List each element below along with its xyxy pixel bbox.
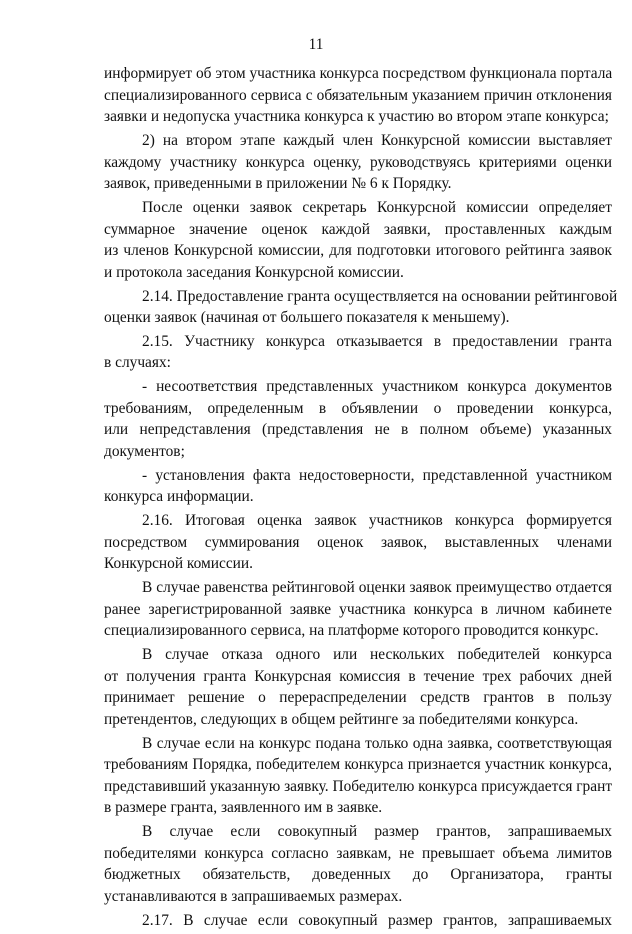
paragraph-bullet-2 bbox=[104, 465, 612, 508]
paragraph-item-2 bbox=[104, 130, 612, 195]
text-line: и протокола заседания Конкурсной комиссии. bbox=[104, 263, 404, 281]
document-body bbox=[104, 63, 618, 934]
paragraph-2-15 bbox=[104, 331, 612, 374]
paragraph-continuation bbox=[104, 63, 612, 128]
text-line: В случае если совокупный размер грантов, запрашиваемых bbox=[142, 823, 612, 841]
text-line: В случае если на конкурс подана только одна заявка, соответствующая bbox=[142, 734, 612, 752]
text-line: представивший указанную заявку. Победителю конкурса присуждается грант bbox=[104, 777, 613, 795]
text-line: 2.17. В случае если совокупный размер грантов, запрашиваемых bbox=[142, 911, 612, 929]
paragraph-secretary bbox=[104, 197, 612, 283]
text-line: 2.14. Предоставление гранта осуществляется на основании рейтинговой bbox=[142, 287, 618, 305]
text-line: заявки и недопуска участника конкурса к участию во втором этапе конкурса; bbox=[104, 108, 609, 126]
paragraph-2-17 bbox=[104, 910, 612, 932]
text-line: 2.16. Итоговая оценка заявок участников конкурса формируется bbox=[142, 512, 612, 530]
paragraph-refusal bbox=[104, 644, 612, 730]
text-line: После оценки заявок секретарь Конкурсной комиссии определяет bbox=[142, 198, 612, 216]
text-line: посредством суммирования оценок заявок, выставленных членами bbox=[104, 533, 612, 551]
text-line: - несоответствия представленных участником конкурса документов bbox=[142, 378, 612, 396]
paragraph-2-16 bbox=[104, 510, 612, 575]
text-line: специализированного сервиса с обязательным указанием причин отклонения bbox=[104, 86, 612, 104]
text-line: специализированного сервиса, на платформе которого проводится конкурс. bbox=[104, 622, 599, 640]
text-line: 2) на втором этапе каждый член Конкурсной комиссии выставляет bbox=[142, 131, 612, 149]
text-line: в размере гранта, заявленного им в заявке. bbox=[104, 799, 383, 817]
text-line: бюджетных обязательств, доведенных до Организатора, гранты bbox=[104, 866, 612, 884]
text-line: 2.15. Участнику конкурса отказывается в предоставлении гранта bbox=[142, 332, 612, 350]
text-line: ранее зарегистрированной заявке участника конкурса в личном кабинете bbox=[104, 600, 612, 618]
page-number: 11 bbox=[308, 36, 324, 53]
text-line: заявок, приведенными в приложении № 6 к Порядку. bbox=[104, 175, 452, 193]
text-line: от получения гранта Конкурсная комиссия в течение трех рабочих дней bbox=[104, 667, 612, 685]
text-line: в случаях: bbox=[104, 354, 171, 372]
text-line: требованиям, определенным в объявлении о проведении конкурса, bbox=[104, 399, 612, 417]
text-line: информирует об этом участника конкурса посредством функционала портала bbox=[104, 65, 613, 82]
text-line: каждому участнику конкурса оценку, руководствуясь критериями оценки bbox=[104, 153, 612, 171]
text-line: требованиям Порядка, победителем конкурса признается участник конкурса, bbox=[104, 756, 612, 774]
text-line: претендентов, следующих в общем рейтинге за победителями конкурса. bbox=[104, 710, 579, 728]
text-line: победителями конкурса согласно заявкам, не превышает объема лимитов bbox=[104, 844, 612, 862]
paragraph-bullet-1 bbox=[104, 376, 612, 462]
text-line: принимает решение о перераспределении средств грантов в пользу bbox=[104, 689, 612, 707]
text-line: из членов Конкурсной комиссии, для подготовки итогового рейтинга заявок bbox=[104, 242, 612, 260]
text-line: оценки заявок (начиная от большего показателя к меньшему). bbox=[104, 309, 510, 327]
text-line: документов; bbox=[104, 443, 185, 461]
text-line: Конкурсной комиссии. bbox=[104, 555, 253, 573]
text-line: или непредставления (представления не в полном объеме) указанных bbox=[104, 421, 612, 439]
text-line: устанавливаются в запрашиваемых размерах. bbox=[104, 888, 403, 906]
text-line: конкурса информации. bbox=[104, 488, 254, 506]
text-line: - установления факта недостоверности, представленной участником bbox=[142, 466, 612, 484]
text-line: суммарное значение оценок каждой заявки, проставленных каждым bbox=[104, 220, 612, 238]
text-line: В случае равенства рейтинговой оценки заявок преимущество отдается bbox=[142, 579, 612, 597]
paragraph-equality bbox=[104, 577, 612, 642]
text-line: В случае отказа одного или нескольких победителей конкурса bbox=[142, 646, 612, 664]
paragraph-2-14 bbox=[104, 286, 618, 329]
paragraph-single-application bbox=[104, 733, 612, 819]
paragraph-total-grants bbox=[104, 821, 612, 907]
